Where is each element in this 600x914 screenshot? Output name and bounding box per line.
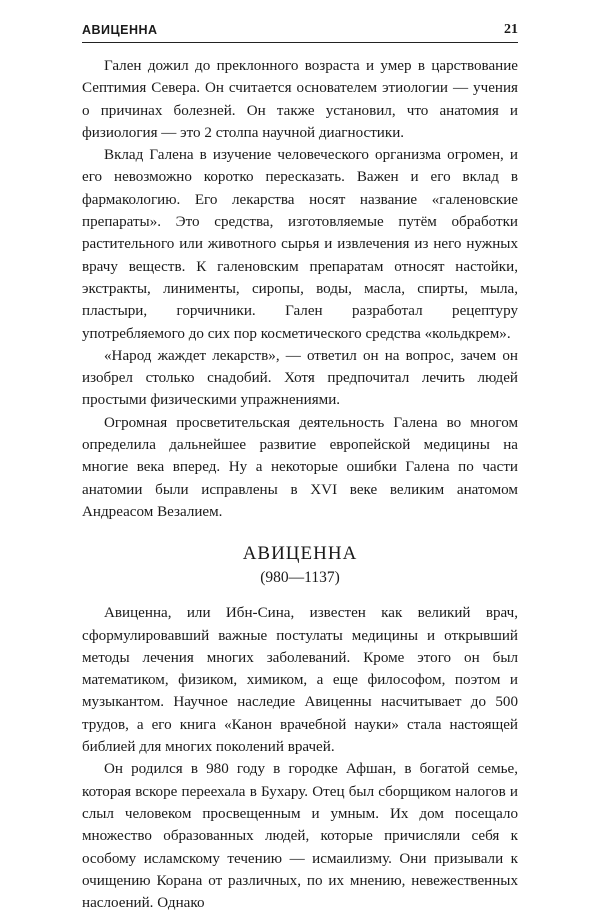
- paragraph: Гален дожил до преклонного возраста и умер в царствование Септимия Севера. Он считается основателем этиологии — учения о причинах болезней. Он также установил, что анатомия и физиология — это 2 столпа научной диагностики.: [82, 58, 518, 141]
- paragraph: Огромная просветительская деятельность Галена во многом определила дальнейшее развитие европейской медицины на многие века вперед. Ну а некоторые ошибки Галена по части анатомии были исправлены в XVI веке великим анатомом Андреасом Везалием.: [82, 414, 518, 520]
- paragraph: Вклад Галена в изучение человеческого организма огромен, и его невозможно коротко пересказать. Важен и его вклад в фармакологию. Его лекарства носят название «галеновские препараты». Это средства, изготовляемые путём обработки растительного или животного сырья и извлечения из него нужных врачу веществ. К галеновским препаратам относят настойки, экстракты, линименты, сиропы, воды, масла, спирты, мыла, пластыри, горчичники. Гален разработал рецептуру употребляемого до сих пор косметического средства «кольдкрем».: [82, 147, 518, 342]
- page-body: [82, 55, 518, 914]
- page-header: [82, 20, 518, 43]
- paragraph: Он родился в 980 году в городке Афшан, в богатой семье, которая вскоре переехала в Бухару. Отец был сборщиком налогов и слыл человеком просвещенным и умным. Их дом посещало множество образованных людей, которые причисляли себя к особому исламскому течению — исмаилизму. Они призывали к очищению Корана от различных, по их мнению, невежественных наслоений. Однако: [82, 761, 518, 912]
- running-head: АВИЦЕННА: [82, 23, 158, 37]
- section-title: АВИЦЕННА: [242, 543, 358, 565]
- paragraph: «Народ жаждет лекарств», — ответил он на вопрос, зачем он изобрел столько снадобий. Хотя предпочитал лечить людей простыми физическими упражнениями.: [82, 347, 518, 409]
- paragraph: Авиценна, или Ибн-Сина, известен как великий врач, сформулировавший важные постулаты медицины и открывший методы лечения многих заболеваний. Кроме этого он был математиком, физиком, химиком, а еще философом, поэтом и музыкантом. Научное наследие Авиценны насчитывает до 500 трудов, а его книга «Канон врачебной науки» стала настоящей библией для многих поколений врачей.: [82, 605, 518, 756]
- section-years: (980—1137): [260, 569, 340, 587]
- page-number: 21: [504, 22, 518, 37]
